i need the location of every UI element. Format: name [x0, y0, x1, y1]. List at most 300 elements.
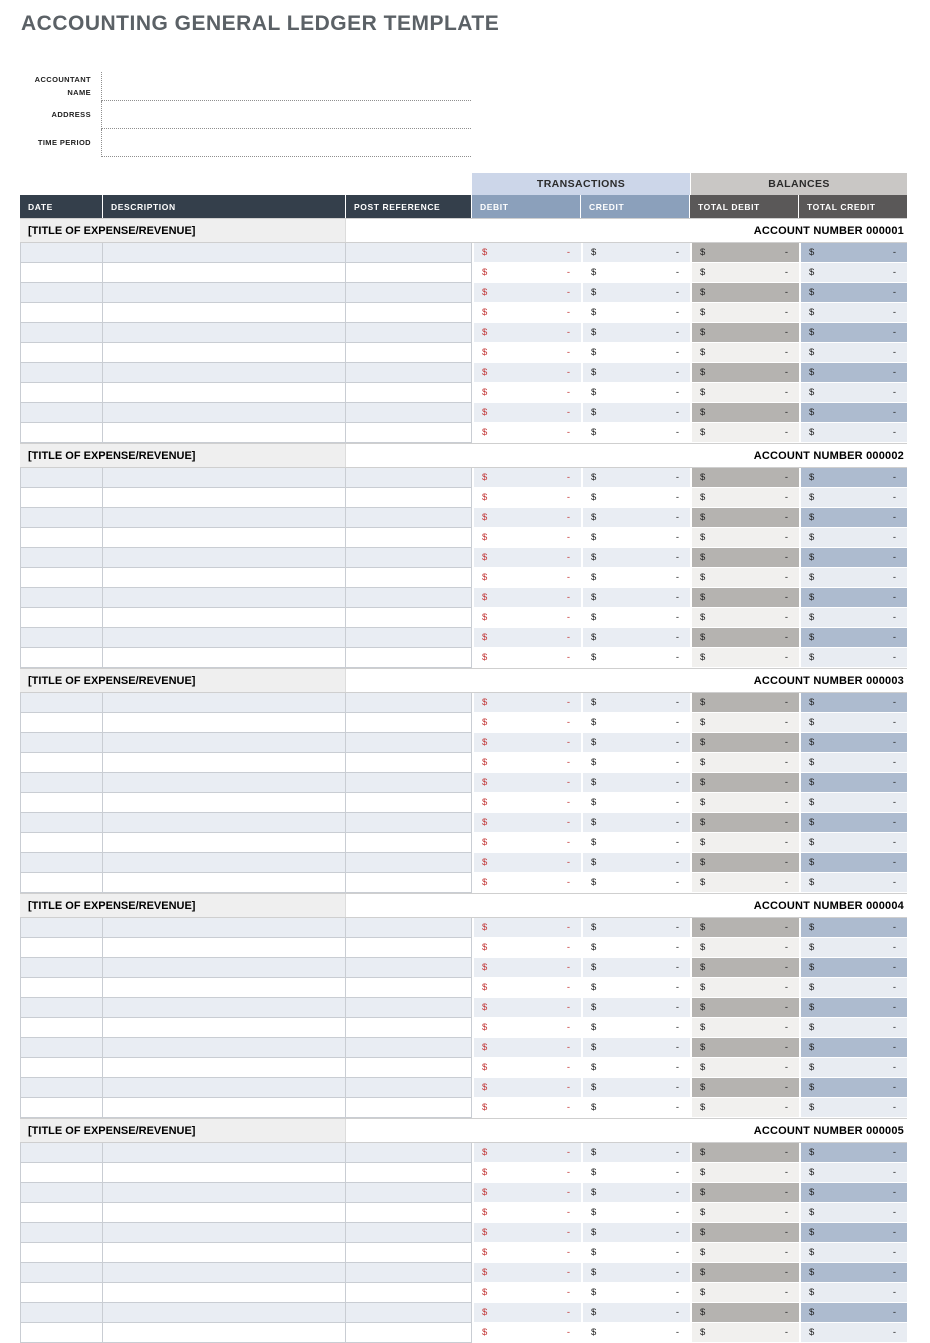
debit-cell[interactable]: [472, 918, 581, 938]
date-cell[interactable]: [20, 403, 103, 423]
section-account-number[interactable]: ACCOUNT NUMBER 000003: [753, 674, 904, 687]
credit-cell[interactable]: [581, 1143, 690, 1163]
credit-cell[interactable]: [581, 833, 690, 853]
post-reference-cell[interactable]: [346, 468, 472, 488]
description-cell[interactable]: [103, 998, 346, 1018]
date-cell[interactable]: [20, 813, 103, 833]
debit-cell[interactable]: [472, 423, 581, 443]
description-cell[interactable]: [103, 1223, 346, 1243]
total-debit-cell[interactable]: [690, 263, 799, 283]
description-cell[interactable]: [103, 713, 346, 733]
post-reference-cell[interactable]: [346, 1183, 472, 1203]
section-title[interactable]: [TITLE OF EXPENSE/REVENUE]: [20, 1119, 346, 1142]
credit-cell[interactable]: [581, 1283, 690, 1303]
total-credit-cell[interactable]: [799, 1183, 907, 1203]
date-cell[interactable]: [20, 263, 103, 283]
description-cell[interactable]: [103, 1058, 346, 1078]
total-debit-cell[interactable]: [690, 1243, 799, 1263]
date-cell[interactable]: [20, 733, 103, 753]
total-credit-cell[interactable]: [799, 1038, 907, 1058]
debit-cell[interactable]: [472, 1203, 581, 1223]
total-debit-cell[interactable]: [690, 1283, 799, 1303]
description-cell[interactable]: [103, 508, 346, 528]
total-debit-cell[interactable]: [690, 1058, 799, 1078]
debit-cell[interactable]: [472, 1323, 581, 1343]
description-cell[interactable]: [103, 283, 346, 303]
post-reference-cell[interactable]: [346, 403, 472, 423]
accountant-name-field[interactable]: [101, 72, 471, 101]
debit-cell[interactable]: [472, 488, 581, 508]
time-period-field[interactable]: [101, 129, 471, 157]
date-cell[interactable]: [20, 1263, 103, 1283]
debit-cell[interactable]: [472, 773, 581, 793]
post-reference-cell[interactable]: [346, 1303, 472, 1323]
credit-cell[interactable]: [581, 1058, 690, 1078]
total-debit-cell[interactable]: [690, 813, 799, 833]
post-reference-cell[interactable]: [346, 1098, 472, 1118]
date-cell[interactable]: [20, 1283, 103, 1303]
total-credit-cell[interactable]: [799, 793, 907, 813]
total-credit-cell[interactable]: [799, 1203, 907, 1223]
total-credit-cell[interactable]: [799, 383, 907, 403]
total-debit-cell[interactable]: [690, 958, 799, 978]
debit-cell[interactable]: [472, 1243, 581, 1263]
date-cell[interactable]: [20, 793, 103, 813]
description-cell[interactable]: [103, 488, 346, 508]
total-credit-cell[interactable]: [799, 363, 907, 383]
total-debit-cell[interactable]: [690, 693, 799, 713]
date-cell[interactable]: [20, 938, 103, 958]
post-reference-cell[interactable]: [346, 1203, 472, 1223]
total-debit-cell[interactable]: [690, 283, 799, 303]
credit-cell[interactable]: [581, 1203, 690, 1223]
description-cell[interactable]: [103, 363, 346, 383]
total-credit-cell[interactable]: [799, 773, 907, 793]
date-cell[interactable]: [20, 423, 103, 443]
description-cell[interactable]: [103, 628, 346, 648]
total-debit-cell[interactable]: [690, 343, 799, 363]
date-cell[interactable]: [20, 693, 103, 713]
total-debit-cell[interactable]: [690, 1018, 799, 1038]
total-credit-cell[interactable]: [799, 323, 907, 343]
debit-cell[interactable]: [472, 938, 581, 958]
date-cell[interactable]: [20, 488, 103, 508]
post-reference-cell[interactable]: [346, 813, 472, 833]
description-cell[interactable]: [103, 1018, 346, 1038]
description-cell[interactable]: [103, 1263, 346, 1283]
credit-cell[interactable]: [581, 733, 690, 753]
date-cell[interactable]: [20, 1183, 103, 1203]
description-cell[interactable]: [103, 1163, 346, 1183]
debit-cell[interactable]: [472, 468, 581, 488]
debit-cell[interactable]: [472, 713, 581, 733]
date-cell[interactable]: [20, 1143, 103, 1163]
post-reference-cell[interactable]: [346, 873, 472, 893]
total-debit-cell[interactable]: [690, 713, 799, 733]
credit-cell[interactable]: [581, 383, 690, 403]
description-cell[interactable]: [103, 403, 346, 423]
total-debit-cell[interactable]: [690, 1303, 799, 1323]
debit-cell[interactable]: [472, 568, 581, 588]
total-debit-cell[interactable]: [690, 548, 799, 568]
debit-cell[interactable]: [472, 508, 581, 528]
total-credit-cell[interactable]: [799, 733, 907, 753]
total-debit-cell[interactable]: [690, 323, 799, 343]
description-cell[interactable]: [103, 813, 346, 833]
total-debit-cell[interactable]: [690, 733, 799, 753]
section-account-number[interactable]: ACCOUNT NUMBER 000005: [753, 1124, 904, 1137]
date-cell[interactable]: [20, 1058, 103, 1078]
description-cell[interactable]: [103, 303, 346, 323]
post-reference-cell[interactable]: [346, 1323, 472, 1343]
total-debit-cell[interactable]: [690, 628, 799, 648]
total-credit-cell[interactable]: [799, 853, 907, 873]
post-reference-cell[interactable]: [346, 1263, 472, 1283]
total-debit-cell[interactable]: [690, 1183, 799, 1203]
total-debit-cell[interactable]: [690, 608, 799, 628]
debit-cell[interactable]: [472, 243, 581, 263]
credit-cell[interactable]: [581, 528, 690, 548]
total-debit-cell[interactable]: [690, 528, 799, 548]
description-cell[interactable]: [103, 1183, 346, 1203]
accountant-name-input[interactable]: [102, 72, 471, 100]
debit-cell[interactable]: [472, 1058, 581, 1078]
description-cell[interactable]: [103, 773, 346, 793]
credit-cell[interactable]: [581, 1243, 690, 1263]
total-credit-cell[interactable]: [799, 468, 907, 488]
section-account-number[interactable]: ACCOUNT NUMBER 000002: [753, 449, 904, 462]
total-credit-cell[interactable]: [799, 423, 907, 443]
debit-cell[interactable]: [472, 833, 581, 853]
credit-cell[interactable]: [581, 958, 690, 978]
debit-cell[interactable]: [472, 1263, 581, 1283]
description-cell[interactable]: [103, 1038, 346, 1058]
debit-cell[interactable]: [472, 753, 581, 773]
post-reference-cell[interactable]: [346, 1038, 472, 1058]
total-debit-cell[interactable]: [690, 793, 799, 813]
description-cell[interactable]: [103, 978, 346, 998]
total-debit-cell[interactable]: [690, 918, 799, 938]
total-credit-cell[interactable]: [799, 648, 907, 668]
debit-cell[interactable]: [472, 1223, 581, 1243]
debit-cell[interactable]: [472, 1163, 581, 1183]
description-cell[interactable]: [103, 918, 346, 938]
date-cell[interactable]: [20, 918, 103, 938]
total-debit-cell[interactable]: [690, 1223, 799, 1243]
date-cell[interactable]: [20, 1243, 103, 1263]
total-credit-cell[interactable]: [799, 693, 907, 713]
total-debit-cell[interactable]: [690, 363, 799, 383]
description-cell[interactable]: [103, 423, 346, 443]
total-debit-cell[interactable]: [690, 833, 799, 853]
debit-cell[interactable]: [472, 873, 581, 893]
date-cell[interactable]: [20, 363, 103, 383]
post-reference-cell[interactable]: [346, 243, 472, 263]
total-credit-cell[interactable]: [799, 813, 907, 833]
section-title[interactable]: [TITLE OF EXPENSE/REVENUE]: [20, 894, 346, 917]
post-reference-cell[interactable]: [346, 608, 472, 628]
credit-cell[interactable]: [581, 1078, 690, 1098]
total-debit-cell[interactable]: [690, 423, 799, 443]
post-reference-cell[interactable]: [346, 1078, 472, 1098]
section-title[interactable]: [TITLE OF EXPENSE/REVENUE]: [20, 444, 346, 467]
total-credit-cell[interactable]: [799, 628, 907, 648]
post-reference-cell[interactable]: [346, 773, 472, 793]
date-cell[interactable]: [20, 978, 103, 998]
total-credit-cell[interactable]: [799, 938, 907, 958]
total-credit-cell[interactable]: [799, 588, 907, 608]
debit-cell[interactable]: [472, 1303, 581, 1323]
total-debit-cell[interactable]: [690, 1203, 799, 1223]
debit-cell[interactable]: [472, 263, 581, 283]
description-cell[interactable]: [103, 1243, 346, 1263]
credit-cell[interactable]: [581, 853, 690, 873]
time-period-input[interactable]: [102, 129, 471, 156]
total-credit-cell[interactable]: [799, 978, 907, 998]
date-cell[interactable]: [20, 608, 103, 628]
debit-cell[interactable]: [472, 528, 581, 548]
total-credit-cell[interactable]: [799, 873, 907, 893]
post-reference-cell[interactable]: [346, 753, 472, 773]
total-debit-cell[interactable]: [690, 468, 799, 488]
date-cell[interactable]: [20, 1203, 103, 1223]
post-reference-cell[interactable]: [346, 628, 472, 648]
description-cell[interactable]: [103, 938, 346, 958]
debit-cell[interactable]: [472, 853, 581, 873]
credit-cell[interactable]: [581, 468, 690, 488]
total-debit-cell[interactable]: [690, 1163, 799, 1183]
description-cell[interactable]: [103, 853, 346, 873]
post-reference-cell[interactable]: [346, 918, 472, 938]
description-cell[interactable]: [103, 753, 346, 773]
credit-cell[interactable]: [581, 323, 690, 343]
post-reference-cell[interactable]: [346, 1058, 472, 1078]
date-cell[interactable]: [20, 873, 103, 893]
date-cell[interactable]: [20, 1163, 103, 1183]
debit-cell[interactable]: [472, 998, 581, 1018]
description-cell[interactable]: [103, 833, 346, 853]
date-cell[interactable]: [20, 588, 103, 608]
total-credit-cell[interactable]: [799, 263, 907, 283]
description-cell[interactable]: [103, 1323, 346, 1343]
date-cell[interactable]: [20, 713, 103, 733]
debit-cell[interactable]: [472, 693, 581, 713]
total-credit-cell[interactable]: [799, 1323, 907, 1343]
total-credit-cell[interactable]: [799, 303, 907, 323]
credit-cell[interactable]: [581, 488, 690, 508]
credit-cell[interactable]: [581, 1323, 690, 1343]
post-reference-cell[interactable]: [346, 343, 472, 363]
total-credit-cell[interactable]: [799, 998, 907, 1018]
post-reference-cell[interactable]: [346, 1163, 472, 1183]
total-credit-cell[interactable]: [799, 1018, 907, 1038]
date-cell[interactable]: [20, 853, 103, 873]
total-credit-cell[interactable]: [799, 403, 907, 423]
description-cell[interactable]: [103, 323, 346, 343]
date-cell[interactable]: [20, 303, 103, 323]
debit-cell[interactable]: [472, 608, 581, 628]
debit-cell[interactable]: [472, 793, 581, 813]
description-cell[interactable]: [103, 1143, 346, 1163]
credit-cell[interactable]: [581, 978, 690, 998]
debit-cell[interactable]: [472, 588, 581, 608]
credit-cell[interactable]: [581, 1263, 690, 1283]
total-debit-cell[interactable]: [690, 753, 799, 773]
total-credit-cell[interactable]: [799, 833, 907, 853]
description-cell[interactable]: [103, 1078, 346, 1098]
date-cell[interactable]: [20, 648, 103, 668]
total-debit-cell[interactable]: [690, 488, 799, 508]
total-debit-cell[interactable]: [690, 1263, 799, 1283]
debit-cell[interactable]: [472, 1283, 581, 1303]
date-cell[interactable]: [20, 468, 103, 488]
credit-cell[interactable]: [581, 773, 690, 793]
total-debit-cell[interactable]: [690, 978, 799, 998]
total-credit-cell[interactable]: [799, 568, 907, 588]
date-cell[interactable]: [20, 323, 103, 343]
address-field[interactable]: [101, 101, 471, 129]
date-cell[interactable]: [20, 1078, 103, 1098]
total-debit-cell[interactable]: [690, 508, 799, 528]
description-cell[interactable]: [103, 1283, 346, 1303]
credit-cell[interactable]: [581, 1018, 690, 1038]
date-cell[interactable]: [20, 1038, 103, 1058]
total-debit-cell[interactable]: [690, 853, 799, 873]
total-debit-cell[interactable]: [690, 998, 799, 1018]
total-debit-cell[interactable]: [690, 938, 799, 958]
credit-cell[interactable]: [581, 1223, 690, 1243]
credit-cell[interactable]: [581, 303, 690, 323]
date-cell[interactable]: [20, 243, 103, 263]
description-cell[interactable]: [103, 383, 346, 403]
credit-cell[interactable]: [581, 1303, 690, 1323]
date-cell[interactable]: [20, 773, 103, 793]
credit-cell[interactable]: [581, 918, 690, 938]
credit-cell[interactable]: [581, 568, 690, 588]
total-credit-cell[interactable]: [799, 488, 907, 508]
post-reference-cell[interactable]: [346, 323, 472, 343]
total-credit-cell[interactable]: [799, 1078, 907, 1098]
section-title[interactable]: [TITLE OF EXPENSE/REVENUE]: [20, 219, 346, 242]
total-debit-cell[interactable]: [690, 403, 799, 423]
date-cell[interactable]: [20, 1018, 103, 1038]
date-cell[interactable]: [20, 508, 103, 528]
post-reference-cell[interactable]: [346, 1243, 472, 1263]
debit-cell[interactable]: [472, 548, 581, 568]
description-cell[interactable]: [103, 588, 346, 608]
debit-cell[interactable]: [472, 648, 581, 668]
date-cell[interactable]: [20, 283, 103, 303]
date-cell[interactable]: [20, 568, 103, 588]
debit-cell[interactable]: [472, 733, 581, 753]
date-cell[interactable]: [20, 528, 103, 548]
description-cell[interactable]: [103, 1098, 346, 1118]
post-reference-cell[interactable]: [346, 1143, 472, 1163]
total-debit-cell[interactable]: [690, 1038, 799, 1058]
total-debit-cell[interactable]: [690, 588, 799, 608]
address-input[interactable]: [102, 101, 471, 128]
debit-cell[interactable]: [472, 383, 581, 403]
post-reference-cell[interactable]: [346, 383, 472, 403]
description-cell[interactable]: [103, 548, 346, 568]
post-reference-cell[interactable]: [346, 693, 472, 713]
description-cell[interactable]: [103, 263, 346, 283]
credit-cell[interactable]: [581, 588, 690, 608]
debit-cell[interactable]: [472, 958, 581, 978]
post-reference-cell[interactable]: [346, 588, 472, 608]
credit-cell[interactable]: [581, 1183, 690, 1203]
description-cell[interactable]: [103, 1203, 346, 1223]
total-debit-cell[interactable]: [690, 1078, 799, 1098]
credit-cell[interactable]: [581, 648, 690, 668]
debit-cell[interactable]: [472, 1078, 581, 1098]
total-credit-cell[interactable]: [799, 1098, 907, 1118]
total-credit-cell[interactable]: [799, 528, 907, 548]
total-credit-cell[interactable]: [799, 1243, 907, 1263]
credit-cell[interactable]: [581, 608, 690, 628]
description-cell[interactable]: [103, 243, 346, 263]
date-cell[interactable]: [20, 383, 103, 403]
total-credit-cell[interactable]: [799, 1223, 907, 1243]
post-reference-cell[interactable]: [346, 528, 472, 548]
post-reference-cell[interactable]: [346, 423, 472, 443]
post-reference-cell[interactable]: [346, 833, 472, 853]
total-credit-cell[interactable]: [799, 608, 907, 628]
date-cell[interactable]: [20, 628, 103, 648]
date-cell[interactable]: [20, 548, 103, 568]
post-reference-cell[interactable]: [346, 1283, 472, 1303]
credit-cell[interactable]: [581, 713, 690, 733]
debit-cell[interactable]: [472, 1143, 581, 1163]
date-cell[interactable]: [20, 1098, 103, 1118]
total-credit-cell[interactable]: [799, 1058, 907, 1078]
total-credit-cell[interactable]: [799, 508, 907, 528]
post-reference-cell[interactable]: [346, 938, 472, 958]
date-cell[interactable]: [20, 1223, 103, 1243]
credit-cell[interactable]: [581, 243, 690, 263]
total-debit-cell[interactable]: [690, 1323, 799, 1343]
credit-cell[interactable]: [581, 938, 690, 958]
debit-cell[interactable]: [472, 1018, 581, 1038]
post-reference-cell[interactable]: [346, 1223, 472, 1243]
total-credit-cell[interactable]: [799, 713, 907, 733]
debit-cell[interactable]: [472, 303, 581, 323]
total-credit-cell[interactable]: [799, 243, 907, 263]
post-reference-cell[interactable]: [346, 508, 472, 528]
total-debit-cell[interactable]: [690, 383, 799, 403]
description-cell[interactable]: [103, 693, 346, 713]
debit-cell[interactable]: [472, 323, 581, 343]
post-reference-cell[interactable]: [346, 363, 472, 383]
post-reference-cell[interactable]: [346, 1018, 472, 1038]
credit-cell[interactable]: [581, 363, 690, 383]
post-reference-cell[interactable]: [346, 263, 472, 283]
description-cell[interactable]: [103, 648, 346, 668]
credit-cell[interactable]: [581, 283, 690, 303]
credit-cell[interactable]: [581, 693, 690, 713]
total-credit-cell[interactable]: [799, 918, 907, 938]
post-reference-cell[interactable]: [346, 733, 472, 753]
post-reference-cell[interactable]: [346, 548, 472, 568]
total-credit-cell[interactable]: [799, 1143, 907, 1163]
description-cell[interactable]: [103, 958, 346, 978]
credit-cell[interactable]: [581, 403, 690, 423]
debit-cell[interactable]: [472, 283, 581, 303]
credit-cell[interactable]: [581, 998, 690, 1018]
post-reference-cell[interactable]: [346, 488, 472, 508]
post-reference-cell[interactable]: [346, 853, 472, 873]
date-cell[interactable]: [20, 1323, 103, 1343]
